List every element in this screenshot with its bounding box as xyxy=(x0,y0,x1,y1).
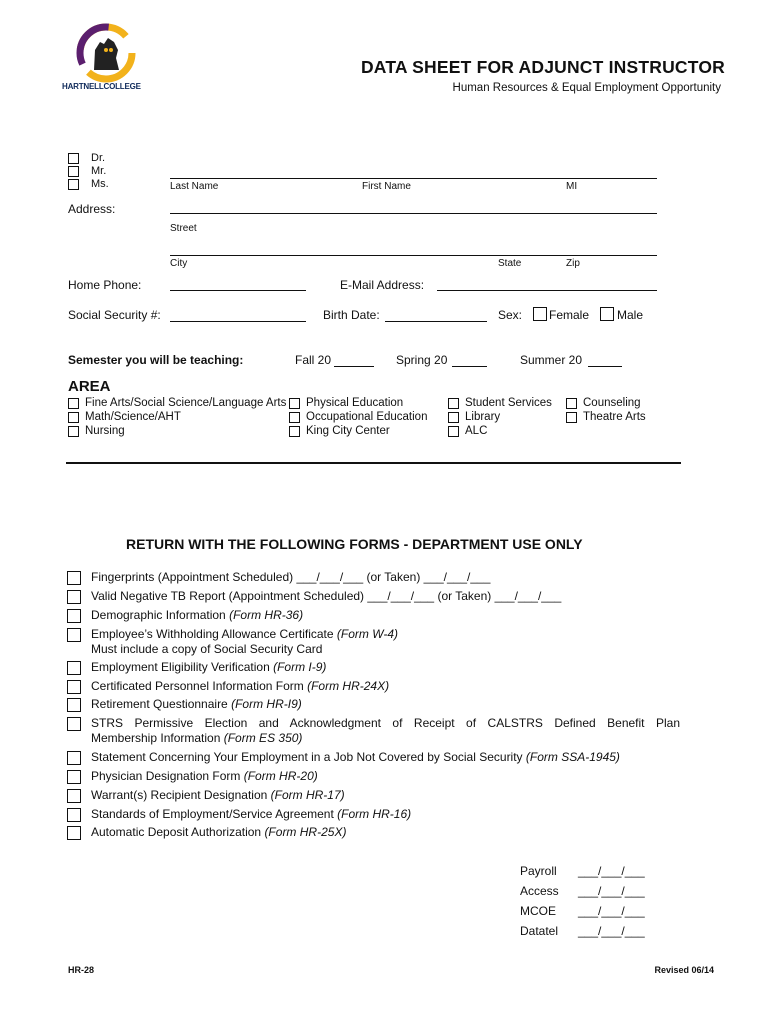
processing-label: Access xyxy=(520,884,559,898)
home-phone-input[interactable] xyxy=(170,290,306,291)
area-theatre: Theatre Arts xyxy=(583,411,646,423)
email-label: E-Mail Address: xyxy=(340,278,425,292)
checkbox-area-pe[interactable] xyxy=(289,398,300,409)
checkbox-area-alc[interactable] xyxy=(448,426,459,437)
area-library: Library xyxy=(465,411,501,423)
address-label: Address: xyxy=(68,202,116,216)
form-item-code: (Form SSA-1945) xyxy=(525,750,620,764)
area-king-city: King City Center xyxy=(306,425,390,437)
area-counseling: Counseling xyxy=(583,397,641,409)
checkbox-area-occupational[interactable] xyxy=(289,412,300,423)
form-item-label xyxy=(91,697,302,711)
fall-label: Fall 20 xyxy=(295,353,332,367)
home-phone-label: Home Phone: xyxy=(68,278,142,292)
area-student-services: Student Services xyxy=(465,397,552,409)
form-checkbox[interactable] xyxy=(67,571,81,585)
form-item-code: (Form HR-24X) xyxy=(307,679,390,693)
female-label: Female xyxy=(549,308,590,322)
checkbox-female[interactable] xyxy=(533,307,547,321)
area-math: Math/Science/AHT xyxy=(85,411,181,423)
birth-date-input[interactable] xyxy=(385,321,487,322)
form-item-label xyxy=(91,807,411,821)
form-checkbox[interactable] xyxy=(67,590,81,604)
form-checkbox[interactable] xyxy=(67,717,81,731)
form-checkbox[interactable] xyxy=(67,698,81,712)
salutation-ms: Ms. xyxy=(91,178,109,190)
footer-revised: Revised 06/14 xyxy=(654,965,714,975)
form-item-code: (Form W-4) xyxy=(336,627,399,641)
checkbox-male[interactable] xyxy=(600,307,614,321)
checkbox-area-student-services[interactable] xyxy=(448,398,459,409)
form-item-code: (Form HR-17) xyxy=(270,788,345,802)
fall-year-input[interactable] xyxy=(334,366,374,367)
form-item-text: Physician Designation Form xyxy=(91,769,244,783)
form-item-label xyxy=(91,660,326,674)
checkbox-area-library[interactable] xyxy=(448,412,459,423)
form-item-text: Employment Eligibility Verification xyxy=(91,660,274,674)
salutation-dr: Dr. xyxy=(91,152,106,164)
form-item-label xyxy=(91,769,318,783)
zip-label: Zip xyxy=(566,258,580,269)
summer-year-input[interactable] xyxy=(588,366,622,367)
form-item-text: Standards of Employment/Service Agreement xyxy=(91,807,338,821)
section-divider xyxy=(66,462,681,464)
form-item-text: STRS Permissive Election and Acknowledgment of Receipt of CALSTRS Defined Benefit Plan xyxy=(91,716,680,730)
form-checkbox[interactable] xyxy=(67,770,81,784)
footer-form-id: HR-28 xyxy=(68,965,95,975)
checkbox-area-fine-arts[interactable] xyxy=(68,398,79,409)
return-heading: RETURN WITH THE FOLLOWING FORMS - DEPARTMENT USE ONLY xyxy=(126,536,583,552)
checkbox-area-theatre[interactable] xyxy=(566,412,577,423)
area-nursing: Nursing xyxy=(85,425,125,437)
form-checkbox[interactable] xyxy=(67,808,81,822)
form-item-label xyxy=(91,788,345,802)
form-item-text: Statement Concerning Your Employment in a Job Not Covered by Social Security xyxy=(91,750,526,764)
page-subtitle: Human Resources & Equal Employment Opportunity xyxy=(452,82,721,94)
college-logo xyxy=(64,22,148,94)
form-item-label xyxy=(91,589,561,603)
form-item-label xyxy=(91,570,490,584)
processing-label: MCOE xyxy=(520,904,556,918)
processing-label: Datatel xyxy=(520,924,559,938)
form-item-code: (Form I-9) xyxy=(273,660,327,674)
ssn-input[interactable] xyxy=(170,321,306,322)
checkbox-ms[interactable] xyxy=(68,179,79,190)
logo-text: HARTNELLCOLLEGE xyxy=(62,82,141,91)
state-label: State xyxy=(498,258,522,269)
form-item-label xyxy=(91,825,346,839)
form-checkbox[interactable] xyxy=(67,661,81,675)
checkbox-mr[interactable] xyxy=(68,166,79,177)
form-item-code: (Form HR-20) xyxy=(243,769,318,783)
form-item-text: Fingerprints (Appointment Scheduled) ___/___/___ (or Taken) ___/___/___ xyxy=(91,570,491,584)
form-item-text: Employee’s Withholding Allowance Certificate xyxy=(91,627,337,641)
form-item-text: Automatic Deposit Authorization xyxy=(91,825,265,839)
form-checkbox[interactable] xyxy=(67,628,81,642)
form-item-line2 xyxy=(91,642,322,656)
checkbox-area-nursing[interactable] xyxy=(68,426,79,437)
form-item-text: Valid Negative TB Report (Appointment Scheduled) ___/___/___ (or Taken) ___/___/___ xyxy=(91,589,562,603)
mi-label: MI xyxy=(566,181,578,192)
salutation-mr: Mr. xyxy=(91,165,107,177)
checkbox-area-counseling[interactable] xyxy=(566,398,577,409)
checkbox-area-king-city[interactable] xyxy=(289,426,300,437)
form-item-line2 xyxy=(91,731,302,745)
page-title: DATA SHEET FOR ADJUNCT INSTRUCTOR xyxy=(360,57,725,77)
semester-label: Semester you will be teaching: xyxy=(68,353,244,367)
ssn-label: Social Security #: xyxy=(68,308,161,322)
area-alc: ALC xyxy=(465,425,488,437)
form-item-label xyxy=(91,716,680,730)
form-item-line2-text: Membership Information xyxy=(91,731,224,745)
birth-date-label: Birth Date: xyxy=(323,308,380,322)
male-label: Male xyxy=(617,308,644,322)
processing-date-field[interactable]: ___/___/___ xyxy=(578,904,645,918)
city-input-line[interactable] xyxy=(170,255,657,256)
form-checkbox[interactable] xyxy=(67,789,81,803)
form-item-label xyxy=(91,679,389,693)
form-item-line2-text: Must include a copy of Social Security Card xyxy=(91,642,323,656)
summer-label: Summer 20 xyxy=(520,353,583,367)
street-label: Street xyxy=(170,223,197,234)
processing-label: Payroll xyxy=(520,864,557,878)
checkbox-dr[interactable] xyxy=(68,153,79,164)
form-item-label xyxy=(91,608,303,622)
checkbox-area-math[interactable] xyxy=(68,412,79,423)
form-item-text: Warrant(s) Recipient Designation xyxy=(91,788,271,802)
panther-logo-icon xyxy=(64,22,148,84)
form-item-label xyxy=(91,750,620,764)
email-input[interactable] xyxy=(437,290,657,291)
area-pe: Physical Education xyxy=(306,397,404,409)
form-item-label xyxy=(91,627,398,641)
form-checkbox[interactable] xyxy=(67,680,81,694)
form-item-text: Retirement Questionnaire xyxy=(91,697,232,711)
name-input-line[interactable] xyxy=(170,178,657,179)
form-item-code: (Form HR-25X) xyxy=(264,825,347,839)
form-item-code: (Form HR-I9) xyxy=(231,697,302,711)
street-input-line[interactable] xyxy=(170,213,657,214)
area-occupational: Occupational Education xyxy=(306,411,428,423)
processing-date-field[interactable]: ___/___/___ xyxy=(578,924,645,938)
form-checkbox[interactable] xyxy=(67,826,81,840)
form-item-code: (Form HR-16) xyxy=(337,807,412,821)
area-heading: AREA xyxy=(68,378,111,395)
sex-label: Sex: xyxy=(498,308,523,322)
spring-year-input[interactable] xyxy=(452,366,487,367)
form-item-code: (Form HR-36) xyxy=(229,608,304,622)
form-checkbox[interactable] xyxy=(67,609,81,623)
processing-date-field[interactable]: ___/___/___ xyxy=(578,884,645,898)
processing-date-field[interactable]: ___/___/___ xyxy=(578,864,645,878)
last-name-label: Last Name xyxy=(170,181,219,192)
city-label: City xyxy=(170,258,188,269)
form-item-text: Demographic Information xyxy=(91,608,230,622)
area-fine-arts: Fine Arts/Social Science/Language Arts xyxy=(85,397,287,409)
form-item-text: Certificated Personnel Information Form xyxy=(91,679,308,693)
spring-label: Spring 20 xyxy=(396,353,448,367)
form-item-line2-code: (Form ES 350) xyxy=(223,731,303,745)
form-checkbox[interactable] xyxy=(67,751,81,765)
first-name-label: First Name xyxy=(362,181,411,192)
